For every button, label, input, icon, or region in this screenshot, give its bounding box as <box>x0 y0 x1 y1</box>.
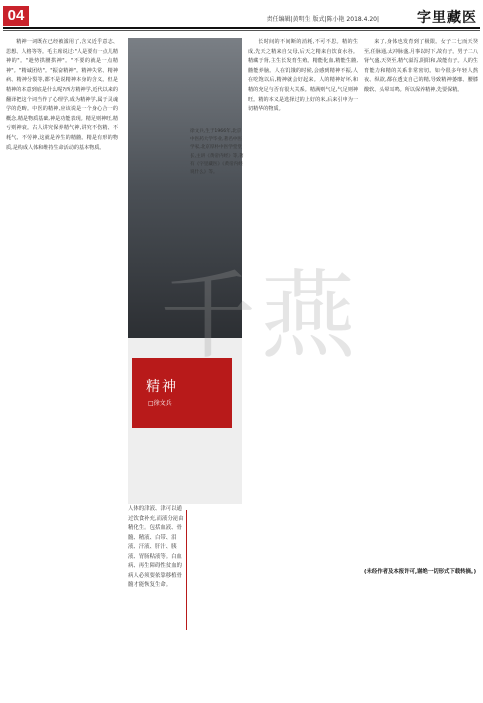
page-header <box>0 0 483 28</box>
pull-quote: 人体的津液、津可以通过饮食补充,而液分泌由精化生。包括血液、骨髓、精液、白带、泪液、汗液、肝汁、胰液、胃肠粘液等。白血病、再生障碍性贫血的病人必须要依靠移植骨髓才能恢复生命。 <box>128 506 184 588</box>
page-number-badge: 04 <box>3 6 29 26</box>
author-bio: 徐文兵,生于1966年,北京中医药大学毕业,著名中医学家,北京厚朴中医学堂堂长,主讲《黄帝内经》等,著有《字里藏医》《黄帝内经说什么》等。 <box>190 129 244 176</box>
article-author: □徐文兵 <box>148 400 172 407</box>
column-masthead: 字里藏医 <box>417 10 477 26</box>
feature-block <box>128 38 242 504</box>
header-rule <box>3 27 480 29</box>
watermark: 千燕 <box>160 260 360 372</box>
article-column-3: 长时间的不间断的消耗,不可不思。精的生成,先天之精来自父母,后天之精来自饮食水谷。精藏于肾,主生长发育生殖。精能化血,精能生髓,髓能养脑。人在饥饿的时候,会感到精神不振,人在吃饱以后,精神就会好起来。人的精神好坏,和精的充足与否有很大关系。精满则气足,气足则神旺。精的本义是选择过的上好的米,后来引申为一切精华的物质。 <box>248 39 358 113</box>
editor-meta: 责任编辑|黄明生 版式|陈小艳 2018.4.20| <box>266 16 379 23</box>
copyright-note: (未经作者及本报许可,谢绝一切形式下载转摘。) <box>364 569 477 575</box>
author-photo <box>128 38 242 338</box>
article-column-1: 精神一词既在已经被滥用了,含义近乎意志、思想、人格等等。毛主席说过:"人是要有一点儿精神的"。"趁势拱腰拱神"。"不要的就是一点精神"。"精诚团结"。"振奋精神"。精神失常、精神病、精神分裂等,都不是说精神本身的含义。但是精神的本意到底是什么呢?西方精神学,近代以来的翻译把这个词当作了心理学,成为精神学,属于灵魂学的范畴。中医的精神,应该说是一个身心合一的概念,精是物质基础,神是功能表现。精足则神旺,精亏则神衰。古人讲究保养精气神,讲究不伤精、不耗气、不劳神,这就是养生的精髓。精是有形的物质,是构成人体和维持生命活动的基本物质。 <box>6 39 118 151</box>
article-column-4: 来了,身体也发育到了极限。女子二七而天癸至,任脉通,太冲脉盛,月事以时下,故有子。男子二八肾气盛,天癸至,精气溢泻,阴阳和,故能有子。人的生育能力和精的关系非常密切。如今很多年轻人熬夜、纵欲,都在透支自己的精,导致精神萎靡、腰膝酸软、头晕耳鸣。所以保养精神,先要保精。 <box>364 39 478 93</box>
header-rule-thin <box>3 30 480 31</box>
quote-rule <box>186 510 187 630</box>
article-title: 精神 <box>146 379 178 395</box>
